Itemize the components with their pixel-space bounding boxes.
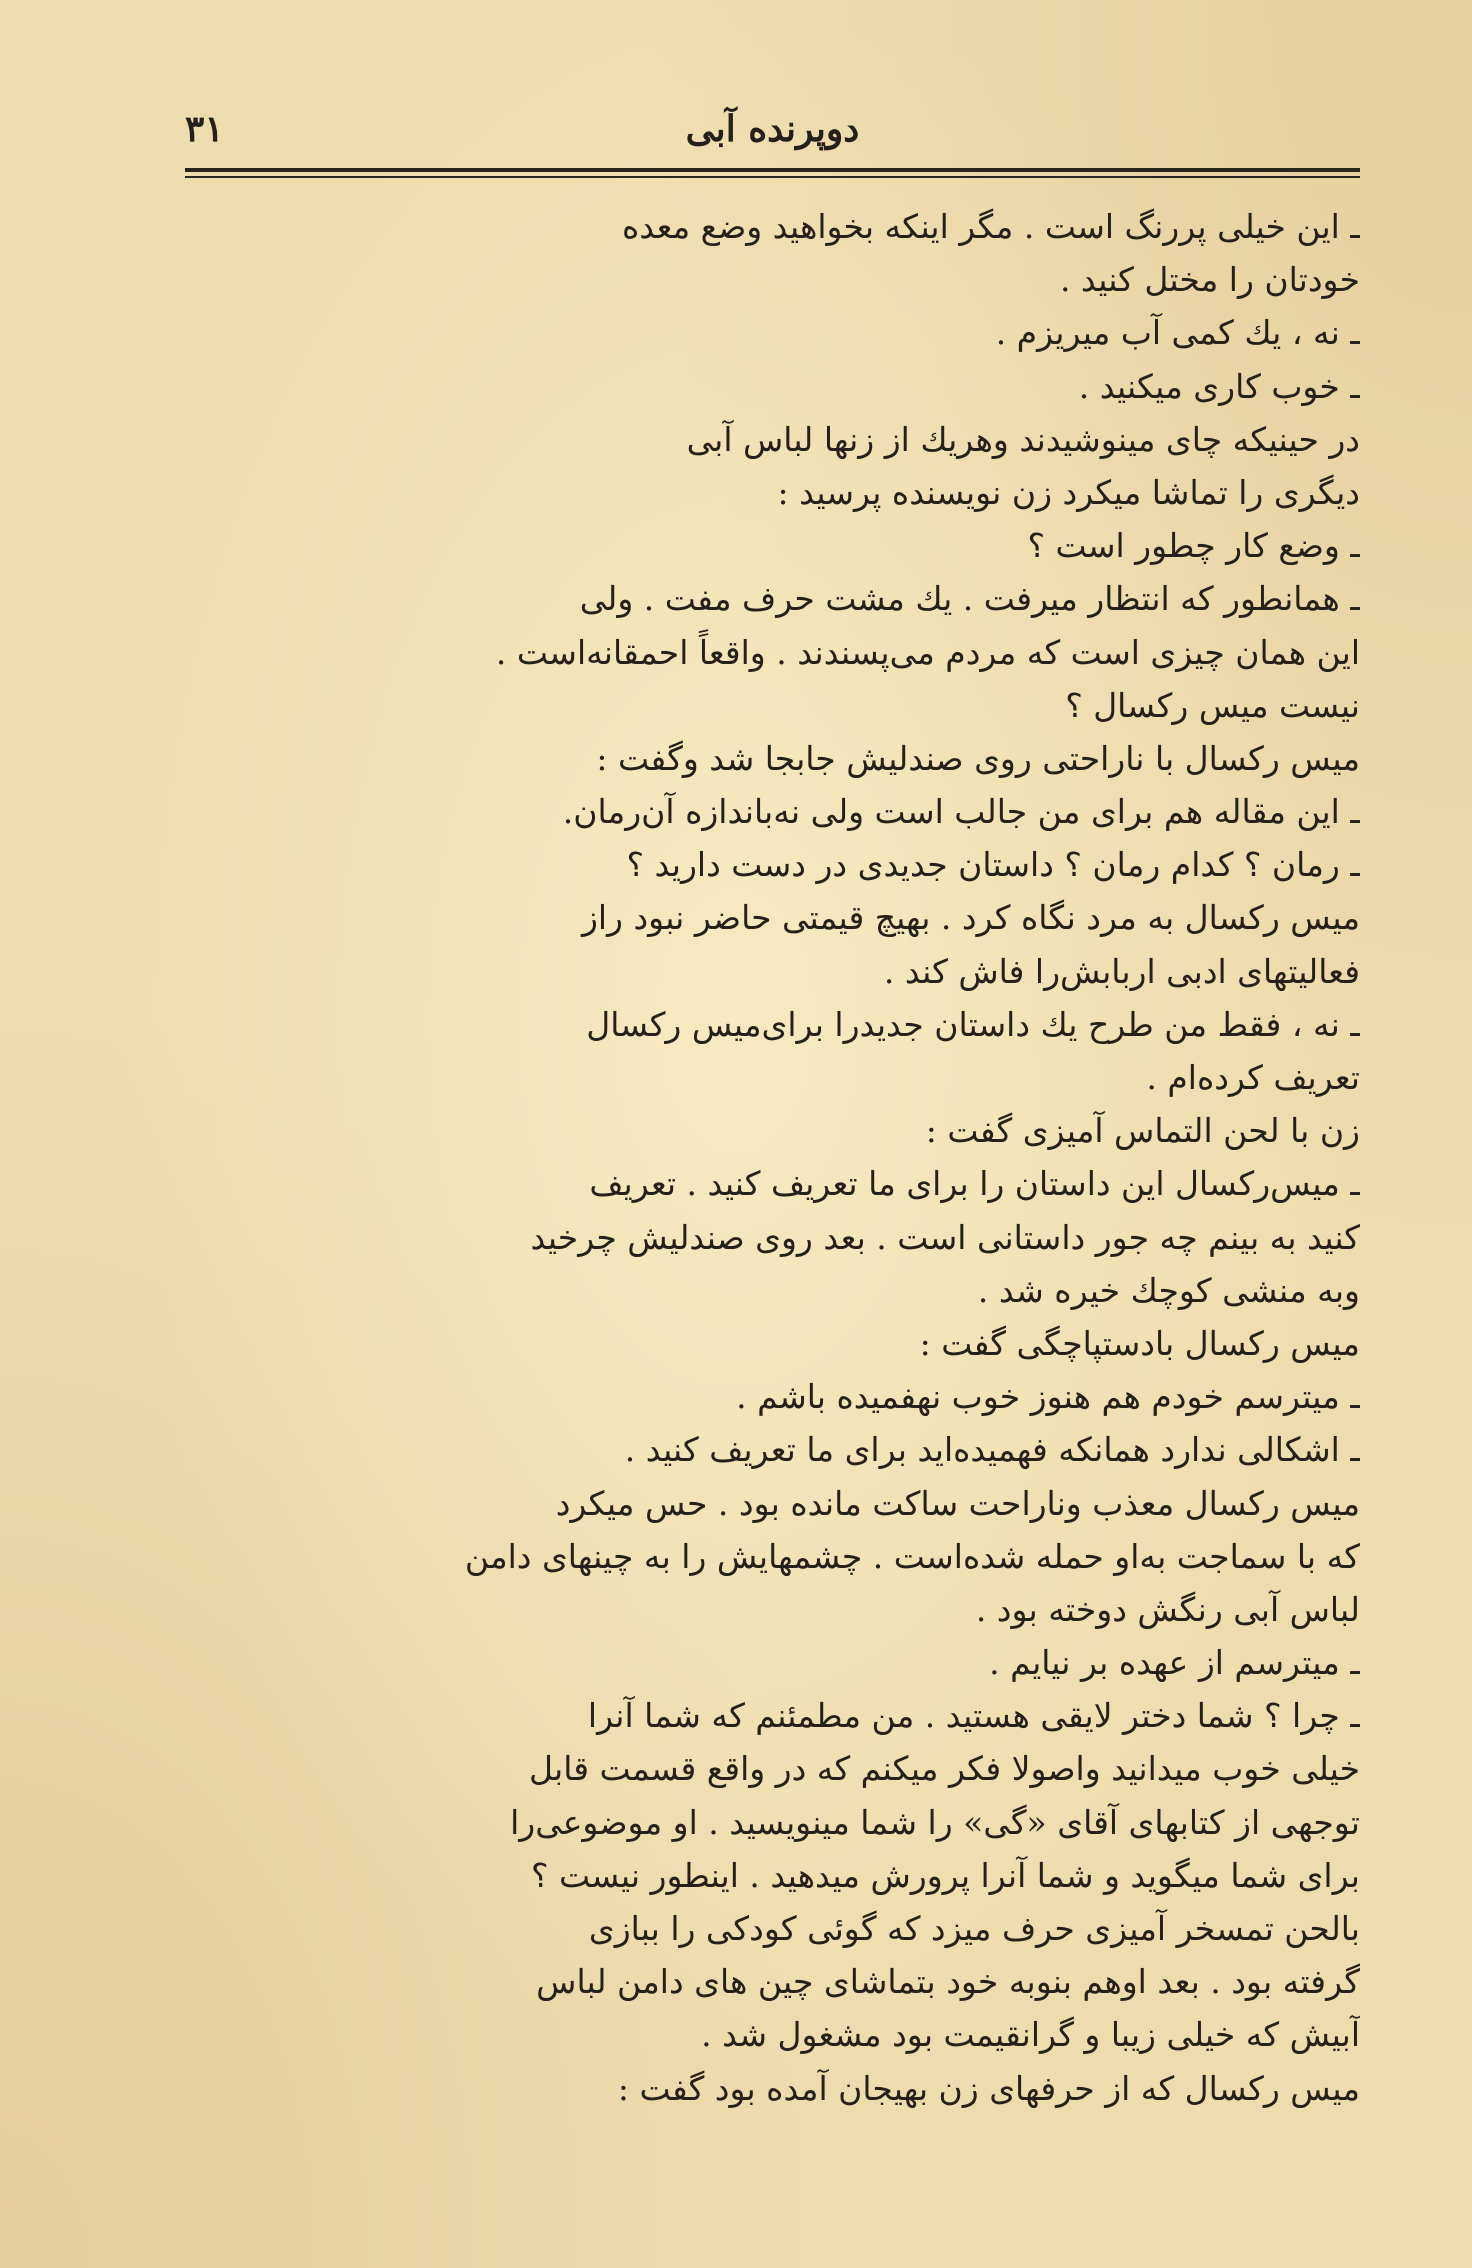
header-rule-thin [185, 176, 1360, 178]
text-line: ـ میس‌رکسال این داستان را برای ما تعریف کنید . تعریف [589, 1164, 1360, 1204]
page-header [185, 108, 1360, 168]
text-line: توجهی از کتابهای آقای «گی» را شما مینویسید . او موضوعی‌را [510, 1802, 1360, 1842]
text-line: در حینیکه چای مینوشیدند وهریك از زنها لباس آبی [686, 419, 1360, 459]
text-line: لباس آبی رنگش دوخته بود . [975, 1589, 1360, 1629]
text-line: ـ اشکالی ندارد همانکه فهمیده‌اید برای ما تعریف کنید . [624, 1430, 1360, 1470]
text-line: میس رکسال که از حرفهای زن بهیجان آمده بود گفت : [617, 2068, 1360, 2108]
header-rule-thick [185, 168, 1360, 172]
text-line: ـ میترسم از عهده بر نیایم . [989, 1643, 1360, 1683]
text-line: که با سماجت به‌او حمله شده‌است . چشمهایش را به چینهای دامن [464, 1536, 1360, 1576]
running-title: دوپرنده آبی [685, 108, 860, 150]
text-line: ـ نه ، یك کمی آب میریزم . [995, 313, 1360, 353]
text-line: وبه منشی کوچك خیره شد . [977, 1270, 1360, 1310]
text-line: ـ نه ، فقط من طرح یك داستان جدیدرا برای‌میس رکسال [586, 1004, 1360, 1044]
text-line: آبیش که خیلی زیبا و گرانقیمت بود مشغول شد . [701, 2015, 1360, 2055]
page-number: ۳۱ [185, 108, 224, 150]
text-line: نیست میس رکسال ؟ [1065, 685, 1360, 725]
text-line: ـ چرا ؟ شما دختر لایقی هستید . من مطمئنم که شما آنرا [587, 1696, 1360, 1736]
text-line: ـ این مقاله هم برای من جالب است ولی نه‌باندازه آن‌رمان. [562, 792, 1360, 832]
text-line: میس رکسال معذب وناراحت ساکت مانده بود . حس میکرد [555, 1483, 1360, 1523]
text-line: ـ خوب کاری میکنید . [1078, 366, 1360, 406]
text-line: این همان چیزی است که مردم می‌پسندند . واقعاً احمقانه‌است . [495, 632, 1360, 672]
text-line: فعالیتهای ادبی اربابش‌را فاش کند . [883, 951, 1360, 991]
text-line: ـ همانطور که انتظار میرفت . یك مشت حرف مفت . ولی [579, 579, 1360, 619]
text-line: دیگری را تماشا میکرد زن نویسنده پرسید : [777, 472, 1360, 512]
text-line: خودتان را مختل کنید . [1059, 260, 1360, 300]
text-line: گرفته بود . بعد اوهم بنوبه خود بتماشای چین های دامن لباس [536, 1962, 1360, 2002]
text-line: میس رکسال بادستپاچگی گفت : [919, 1323, 1360, 1363]
text-line: ـ میترسم خودم هم هنوز خوب نهفمیده باشم . [736, 1377, 1360, 1417]
text-line: میس رکسال با ناراحتی روی صندلیش جابجا شد وگفت : [596, 738, 1360, 778]
text-line: ـ وضع کار چطور است ؟ [1027, 526, 1360, 566]
text-line: ـ رمان ؟ کدام رمان ؟ داستان جدیدی در دست دارید ؟ [626, 845, 1360, 885]
text-line: تعریف کرده‌ام . [1146, 1058, 1360, 1097]
text-line: کنید به بینم چه جور داستانی است . بعد روی صندلیش چرخید [530, 1217, 1360, 1257]
text-line: ـ این خیلی پررنگ است . مگر اینکه بخواهید وضع معده [621, 207, 1360, 246]
text-line: بالحن تمسخر آمیزی حرف میزد که گوئی کودکی را ببازی [588, 1909, 1360, 1948]
text-line: میس رکسال به مرد نگاه کرد . بهیچ قیمتی حاضر نبود راز [581, 898, 1360, 938]
text-line: خیلی خوب میدانید واصولا فکر میکنم که در واقع قسمت قابل [529, 1749, 1360, 1789]
body-text [188, 200, 1360, 2115]
text-line: برای شما میگوید و شما آنرا پرورش میدهید . اینطور نیست ؟ [531, 1855, 1360, 1895]
text-line: زن با لحن التماس آمیزی گفت : [925, 1111, 1360, 1151]
